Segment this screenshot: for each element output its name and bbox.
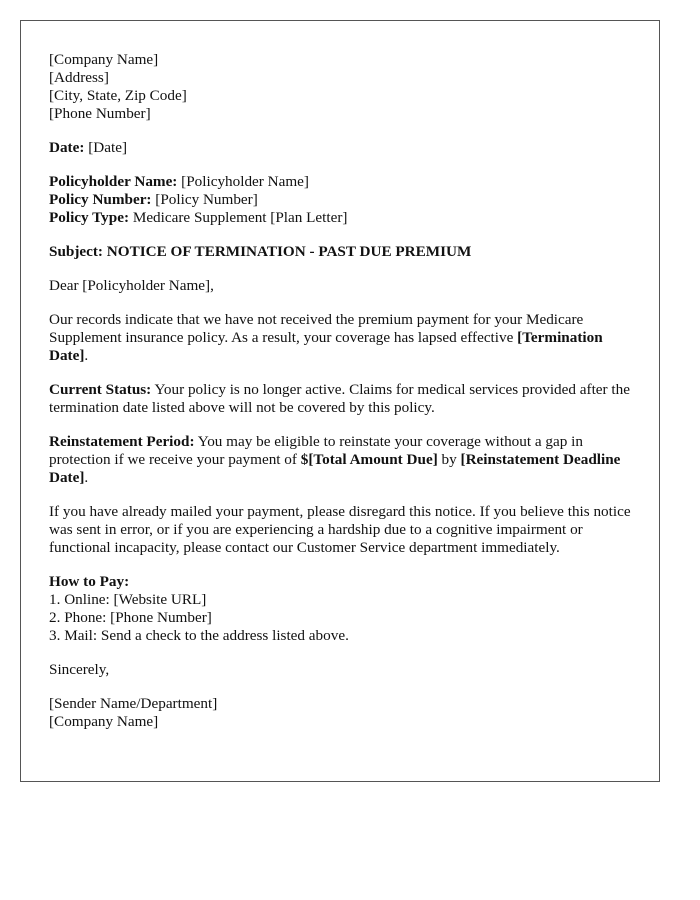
subject-value: NOTICE OF TERMINATION - PAST DUE PREMIUM <box>106 243 472 260</box>
total-amount-due: $[Total Amount Due] <box>300 451 438 468</box>
policyholder-line <box>49 173 631 191</box>
current-status-label: Current Status: <box>49 381 152 398</box>
paragraph-disregard: If you have already mailed your payment, please disregard this notice. If you believe this notice was sent in error, or if you are experiencing a hardship due to a cognitive impairment or functional incapacity, please contact our Customer Service department immediately. <box>49 503 631 556</box>
date-value: [Date] <box>88 139 128 156</box>
letter-body <box>49 51 631 731</box>
company-header <box>49 51 631 123</box>
reinstatement-label: Reinstatement Period: <box>49 433 195 450</box>
reinstatement-text-2: by <box>437 451 461 468</box>
reinstatement-end: . <box>84 469 89 486</box>
policy-details <box>49 173 631 227</box>
date-label: Date: <box>49 139 85 156</box>
policy-number-label: Policy Number: <box>49 191 152 208</box>
policy-type-value: Medicare Supplement [Plan Letter] <box>132 209 348 226</box>
salutation: Dear [Policyholder Name], <box>49 277 214 294</box>
pay-option-online: 1. Online: [Website URL] <box>49 591 207 608</box>
paragraph-reinstatement <box>49 433 631 487</box>
policy-type-label: Policy Type: <box>49 209 130 226</box>
pay-option-mail: 3. Mail: Send a check to the address listed above. <box>49 627 349 644</box>
policyholder-label: Policyholder Name: <box>49 173 178 190</box>
company-phone: [Phone Number] <box>49 105 151 122</box>
subject-label: Subject: <box>49 243 103 260</box>
signature-company-name: [Company Name] <box>49 713 159 730</box>
pay-option-phone: 2. Phone: [Phone Number] <box>49 609 212 626</box>
policy-type-line <box>49 209 631 227</box>
company-address: [Address] <box>49 69 109 86</box>
paragraph-lapse-end: . <box>84 347 89 364</box>
policy-number-value: [Policy Number] <box>155 191 258 208</box>
company-city-state-zip: [City, State, Zip Code] <box>49 87 187 104</box>
current-status-text: Your policy is no longer active. Claims for medical services provided after the termination date listed above will not be covered by this policy. <box>49 381 630 416</box>
signature-block <box>49 695 631 731</box>
policyholder-value: [Policyholder Name] <box>181 173 309 190</box>
how-to-pay-section <box>49 573 631 645</box>
sender-name: [Sender Name/Department] <box>49 695 218 712</box>
letter-page <box>20 20 660 782</box>
termination-date: [Termination Date] <box>49 329 603 364</box>
closing: Sincerely, <box>49 661 110 678</box>
company-name: [Company Name] <box>49 51 159 68</box>
paragraph-lapse <box>49 311 631 365</box>
subject-line <box>49 243 631 261</box>
reinstatement-text-1: You may be eligible to reinstate your coverage without a gap in protection if we receive your payment of <box>49 433 583 468</box>
reinstatement-deadline: [Reinstatement Deadline Date] <box>49 451 621 486</box>
paragraph-current-status <box>49 381 631 417</box>
date-line <box>49 139 631 157</box>
policy-number-line <box>49 191 631 209</box>
how-to-pay-title: How to Pay: <box>49 573 130 590</box>
paragraph-lapse-text: Our records indicate that we have not received the premium payment for your Medicare Supplement insurance policy. As a result, your coverage has lapsed effective <box>49 311 584 346</box>
